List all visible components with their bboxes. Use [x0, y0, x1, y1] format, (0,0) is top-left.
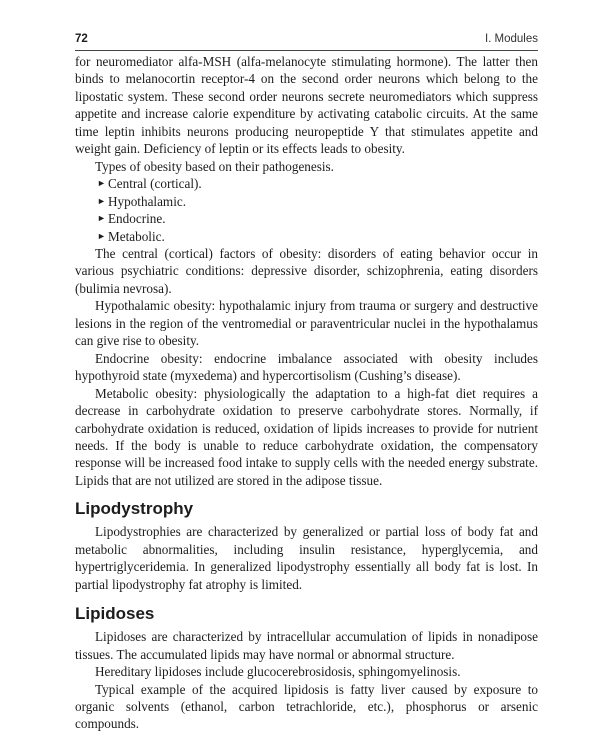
list-item: ► Central (cortical). [97, 176, 202, 192]
running-header [75, 30, 538, 51]
bullet-icon: ► [97, 178, 106, 189]
lipodystrophy-paragraph: Lipodystrophies are characterized by generalized or partial loss of body fat and metabolic abnormalities, including insulin resistance, hyperglycemia, and hypertriglyceridemia. In generalized lipodystrophy essentially all body fat is lost. In partial lipodystrophy fat atrophy is limited. [75, 524, 538, 592]
lipidoses-paragraph-2: Hereditary lipidoses include glucocerebrosidosis, sphingomyelinosis. [95, 664, 461, 680]
lipidoses-paragraph-1: Lipidoses are characterized by intracellular accumulation of lipids in nonadipose tissues. The accumulated lipids may have normal or abnormal structure. [75, 629, 538, 662]
list-item: ► Endocrine. [97, 211, 166, 227]
bullet-icon: ► [97, 230, 106, 241]
bullet-icon: ► [97, 195, 106, 206]
list-item: ► Metabolic. [97, 228, 165, 244]
page-number: 72 [75, 33, 88, 45]
types-intro: Types of obesity based on their pathogenesis. [95, 158, 334, 174]
list-item: ► Hypothalamic. [97, 193, 187, 209]
obesity-types-list [75, 175, 538, 245]
lipidoses-heading: Lipidoses [75, 604, 155, 624]
lipidoses-paragraph-3: Typical example of the acquired lipidosis is fatty liver caused by exposure to organic solvents (ethanol, carbon tetrachloride, etc.), phosphorus or arsenic compounds. [75, 681, 538, 732]
endocrine-obesity-paragraph: Endocrine obesity: endocrine imbalance associated with obesity includes hypothyroid state (myxedema) and hypercortisolism (Cushing’s disease). [75, 350, 538, 384]
section-title: I. Modules [484, 33, 538, 45]
page-content [75, 53, 538, 733]
metabolic-obesity-paragraph: Metabolic obesity: physiologically the adaptation to a high-fat diet requires a decrease in carbohydrate oxidation to preserve carbohydrate stores. Normally, if carbohydrate oxidation is reduced, oxidation of lipids increases to provide for nutrient needs. If the body is unable to reduce carbohydrate oxidation, the compensatory response will be increased food intake to supply cells with the needed energy substrate. Lipids that are not utilized are stored in the adipose tissue. [75, 385, 538, 488]
hypothalamic-obesity-paragraph: Hypothalamic obesity: hypothalamic injury from trauma or surgery and destructive lesions in the region of the ventromedial or paraventricular nuclei in the hypothalamus can give rise to obesity. [75, 298, 538, 349]
lipodystrophy-heading: Lipodystrophy [75, 499, 194, 519]
bullet-icon: ► [97, 213, 106, 224]
central-obesity-paragraph: The central (cortical) factors of obesity: disorders of eating behavior occur in various psychiatric conditions: depressive disorder, schizophrenia, eating disorders (bulimia nevrosa). [75, 245, 538, 296]
intro-paragraph: for neuromediator alfa-MSH (alfa-melanocyte stimulating hormone). The latter then binds to melanocortin receptor-4 on the second order neurons which belong to the lipostatic system. These second order neurons secrete neuromediators which suppress appetite and increase calorie expenditure by activating catabolic circuits. At the same time leptin inhibits neurons producing neuropeptide Y that stimulates appetite and weight gain. Deficiency of leptin or its effects leads to obesity. [75, 54, 538, 157]
